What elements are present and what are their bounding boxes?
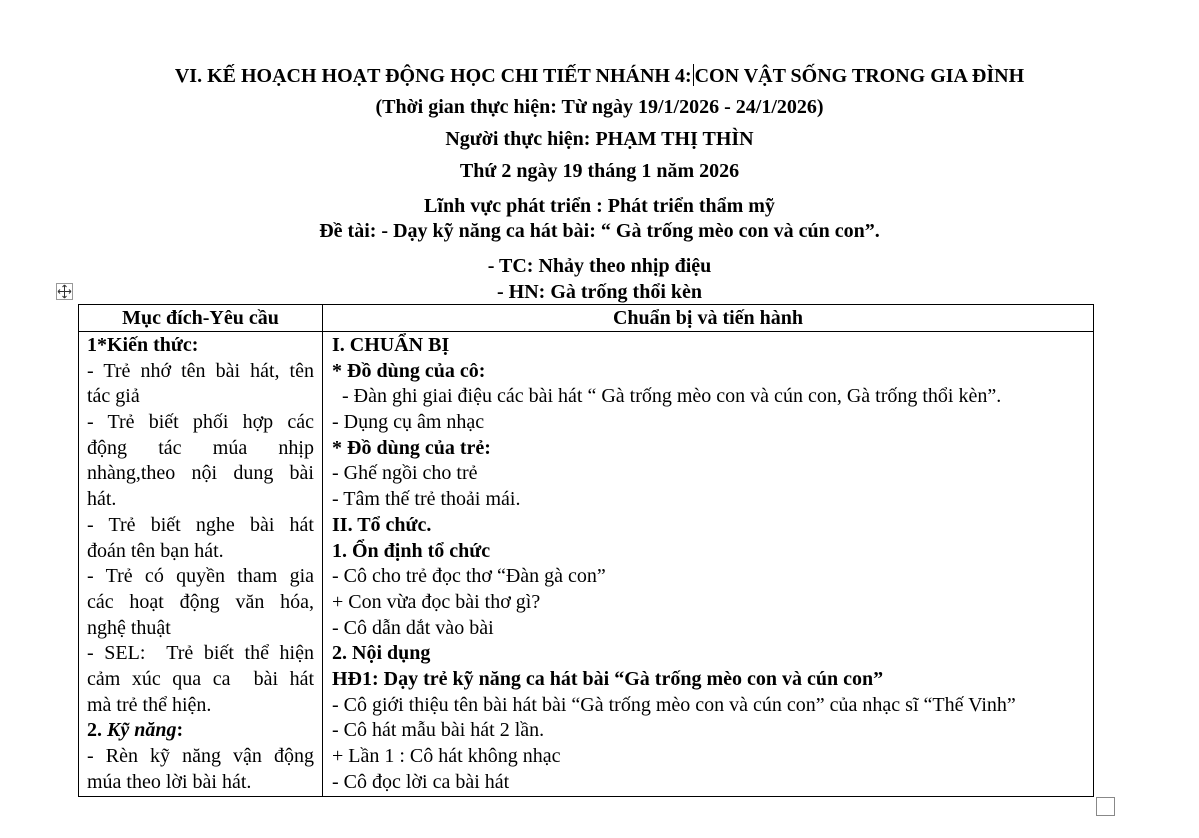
list-item: - Dụng cụ âm nhạc: [332, 411, 485, 434]
list-item: - Cô giới thiệu tên bài hát bài “Gà trống mèo con và cún con” của nhạc sĩ “Thế Vinh”: [332, 693, 1016, 716]
list-item: tác giả: [87, 385, 140, 408]
field-line: Lĩnh vực phát triển : Phát triển thẩm mỹ: [424, 195, 775, 217]
list-item: HĐ1: Dạy trẻ kỹ năng ca hát bài “Gà trống mèo con và cún con”: [332, 667, 884, 690]
list-item: - Đàn ghi giai điệu các bài hát “ Gà trống mèo con và cún con, Gà trống thổi kèn”.: [332, 385, 1002, 408]
table-row: [79, 332, 1094, 797]
title-part-1: VI. KẾ HOẠCH HOẠT ĐỘNG HỌC CHI TIẾT NHÁNH 4:: [174, 65, 692, 87]
list-item: động tác múa nhịp: [87, 436, 314, 459]
list-item: nghệ thuật: [87, 616, 171, 639]
date-line: Thứ 2 ngày 19 tháng 1 năm 2026: [459, 160, 740, 182]
list-item: - Trẻ có quyền tham gia: [87, 565, 314, 588]
list-item: * Đồ dùng của trẻ:: [332, 436, 491, 459]
document-title: [0, 64, 1199, 88]
list-item: - SEL: Trẻ biết thể hiện: [87, 642, 314, 665]
list-item: - Tâm thế trẻ thoải mái.: [332, 488, 521, 511]
header-preparation: Chuẩn bị và tiến hành: [323, 305, 1094, 332]
skills-heading: [87, 718, 314, 744]
time-line: (Thời gian thực hiện: Từ ngày 19/1/2026 - 24/1/2026): [375, 96, 824, 118]
list-item: - Cô đọc lời ca bài hát: [332, 770, 510, 793]
list-item: + Con vừa đọc bài thơ gì?: [332, 590, 541, 613]
table-header-row: [79, 305, 1094, 332]
list-item: 1*Kiến thức:: [87, 334, 199, 356]
lesson-plan-table: [78, 304, 1094, 797]
skills-label: Kỹ năng: [107, 719, 177, 742]
skills-number: 2.: [87, 719, 107, 742]
list-item: cảm xúc qua ca bài hát: [87, 667, 314, 690]
skills-colon: :: [176, 719, 184, 742]
list-item: + Lần 1 : Cô hát không nhạc: [332, 745, 561, 767]
list-item: múa theo lời bài hát.: [87, 770, 252, 793]
list-item: - Ghế ngồi cho trẻ: [332, 462, 478, 485]
list-item: 2. Nội dụng: [332, 642, 431, 665]
list-item: - Trẻ biết phối hợp các: [87, 411, 314, 434]
list-item: - Rèn kỹ năng vận động: [87, 745, 314, 767]
list-item: đoán tên bạn hát.: [87, 539, 224, 562]
preparation-cell: [323, 332, 1094, 797]
table-resize-handle-icon[interactable]: [1096, 797, 1115, 816]
topic-line: Đề tài: - Dạy kỹ năng ca hát bài: “ Gà trống mèo con và cún con”.: [319, 220, 880, 242]
list-item: - Trẻ biết nghe bài hát: [87, 513, 314, 536]
teacher-line: Người thực hiện: PHẠM THỊ THÌN: [445, 128, 754, 150]
list-item: I. CHUẨN BỊ: [332, 334, 450, 356]
list-item: mà trẻ thể hiện.: [87, 693, 212, 716]
list-item: các hoạt động văn hóa,: [87, 590, 314, 613]
list-item: * Đồ dùng của cô:: [332, 359, 486, 382]
objectives-cell: [79, 332, 323, 797]
tc-line: - TC: Nhảy theo nhịp điệu: [487, 255, 712, 277]
list-item: hát.: [87, 488, 117, 511]
list-item: - Cô dẫn dắt vào bài: [332, 616, 494, 639]
list-item: - Cô cho trẻ đọc thơ “Đàn gà con”: [332, 565, 606, 588]
list-item: 1. Ổn định tổ chức: [332, 539, 491, 562]
table-move-handle-icon[interactable]: [56, 283, 73, 300]
list-item: - Trẻ nhớ tên bài hát, tên: [87, 359, 314, 382]
title-part-2: CON VẬT SỐNG TRONG GIA ĐÌNH: [694, 65, 1025, 87]
text-cursor: [693, 64, 694, 86]
list-item: II. Tổ chức.: [332, 513, 432, 536]
list-item: - Cô hát mẫu bài hát 2 lần.: [332, 719, 545, 742]
hn-line: - HN: Gà trống thổi kèn: [497, 281, 702, 303]
list-item: nhàng,theo nội dung bài: [87, 462, 314, 485]
header-objectives: Mục đích-Yêu cầu: [79, 305, 323, 332]
